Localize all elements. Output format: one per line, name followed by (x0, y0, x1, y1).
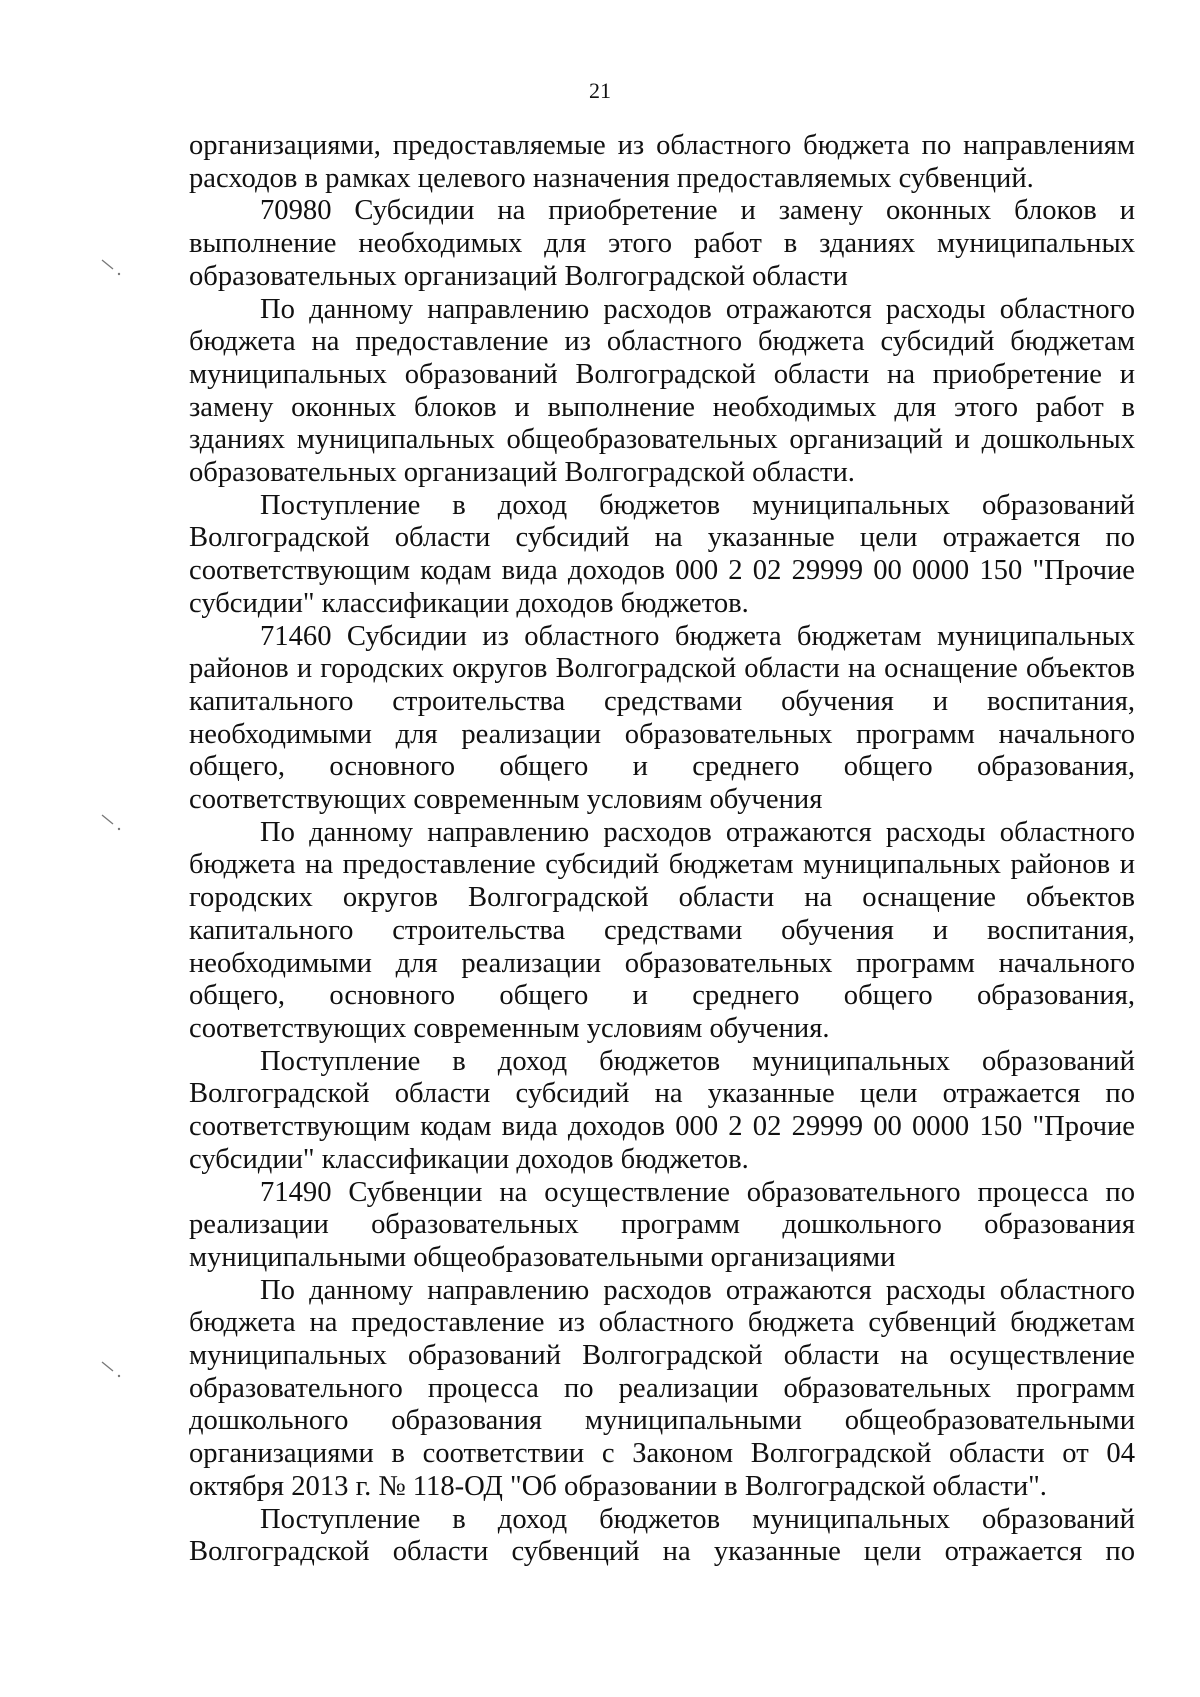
paragraph: Поступление в доход бюджетов муниципальных образований Волгоградской области субсидий на указанные цели отражается по соответствующим кодам вида доходов 000 2 02 29999 00 0000 150 "Прочие субсидии" классификации доходов бюджетов. (189, 1045, 1135, 1175)
scan-mark (100, 813, 122, 835)
paragraph: Поступление в доход бюджетов муниципальных образований Волгоградской области субвенций на указанные цели отражается по (189, 1503, 1135, 1568)
paragraph: По данному направлению расходов отражаются расходы областного бюджета на предоставление из областного бюджета субвенций бюджетам муниципальных образований Волгоградской области на осуществление образовательного процесса по реализации образовательных программ дошкольного образования муниципальными общеобразовательными организациями в соответствии с Законом Волгоградской области от 04 октября 2013 г. № 118-ОД "Об образовании в Волгоградской области". (189, 1274, 1135, 1502)
paragraph: организациями, предоставляемые из областного бюджета по направлениям расходов в рамках целевого назначения предоставляемых субвенций. (189, 130, 1135, 194)
scan-mark (100, 258, 122, 280)
document-body (189, 130, 1135, 1569)
paragraph: По данному направлению расходов отражаются расходы областного бюджета на предоставление из областного бюджета субсидий бюджетам муниципальных образований Волгоградской области на приобретение и замену оконных блоков и выполнение необходимых для этого работ в зданиях муниципальных общеобразовательных организаций и дошкольных образовательных организаций Волгоградской области. (189, 293, 1135, 489)
page-number: 21 (589, 78, 611, 103)
paragraph: Поступление в доход бюджетов муниципальных образований Волгоградской области субсидий на указанные цели отражается по соответствующим кодам вида доходов 000 2 02 29999 00 0000 150 "Прочие субсидии" классификации доходов бюджетов. (189, 489, 1135, 619)
section-heading: 70980 Субсидии на приобретение и замену оконных блоков и выполнение необходимых для этого работ в зданиях муниципальных образовательных организаций Волгоградской области (189, 195, 1135, 292)
scan-mark (100, 1360, 122, 1382)
section-heading: 71490 Субвенции на осуществление образовательного процесса по реализации образовательных программ дошкольного образования муниципальными общеобразовательными организациями (189, 1176, 1135, 1273)
paragraph: По данному направлению расходов отражаются расходы областного бюджета на предоставление субсидий бюджетам муниципальных районов и городских округов Волгоградской области на оснащение объектов капитального строительства средствами обучения и воспитания, необходимыми для реализации образовательных программ начального общего, основного общего и среднего общего образования, соответствующих современным условиям обучения. (189, 816, 1135, 1044)
section-heading: 71460 Субсидии из областного бюджета бюджетам муниципальных районов и городских округов Волгоградской области на оснащение объектов капитального строительства средствами обучения и воспитания, необходимыми для реализации образовательных программ начального общего, основного общего и среднего общего образования, соответствующих современным условиям обучения (189, 620, 1135, 816)
